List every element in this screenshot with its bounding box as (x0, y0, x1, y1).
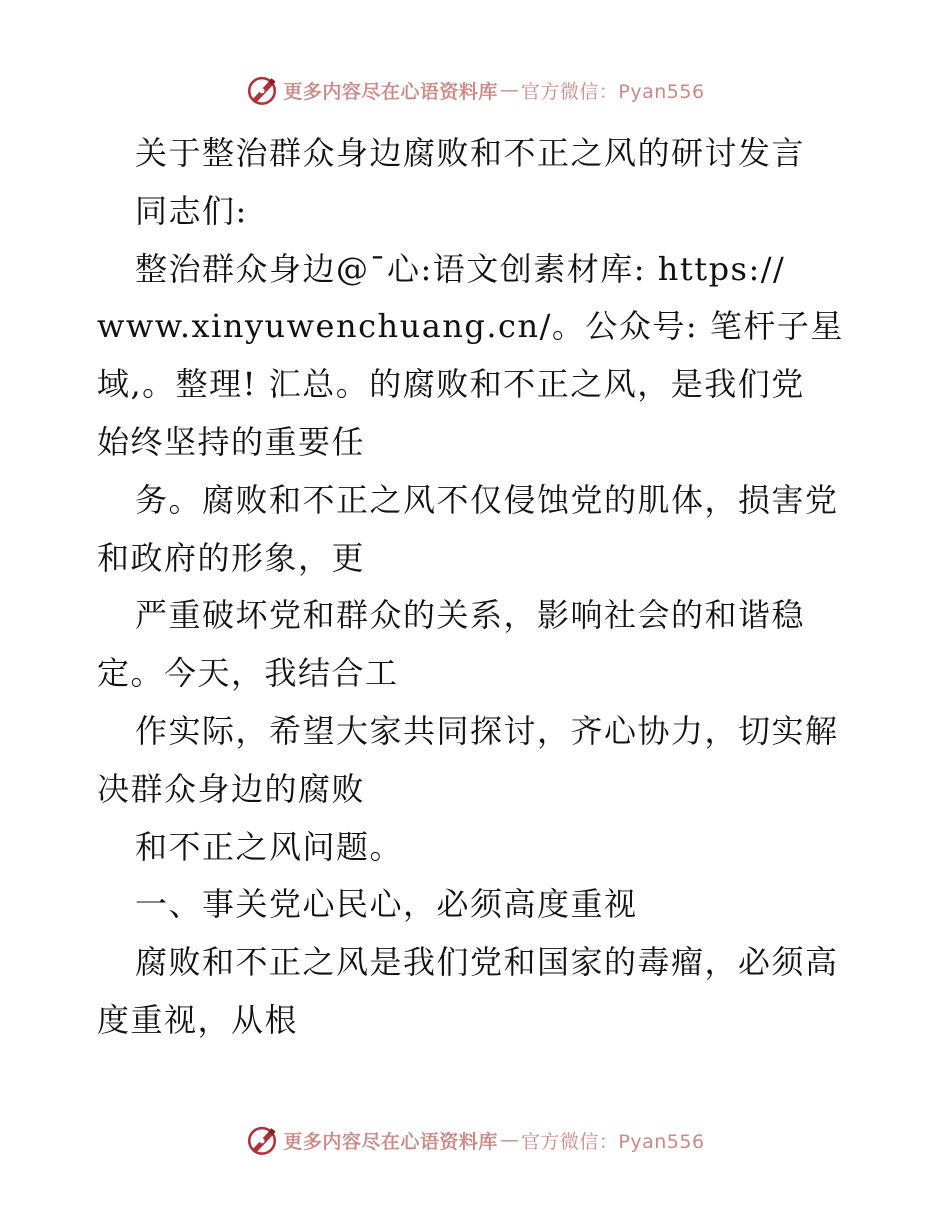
watermark-dash: — (499, 79, 519, 101)
body-line: 定。今天，我结合工 (97, 654, 399, 693)
footer-watermark (0, 1120, 950, 1160)
body-line: 度重视，从根 (97, 1000, 299, 1039)
watermark-site-text: 更多内容尽在心语资料库 (283, 80, 498, 103)
body-line: 和不正之风问题。 (135, 827, 404, 866)
pen-logo-icon (245, 73, 279, 107)
header-watermark (0, 70, 950, 110)
document-body (97, 125, 857, 1050)
body-line: 腐败和不正之风是我们党和国家的毒瘤，必须高 (135, 943, 839, 982)
body-line: www.xinyuwenchuang.cn/。公众号: 笔杆子星 (97, 307, 844, 346)
body-line: 始终坚持的重要任 (97, 422, 366, 461)
body-line: 严重破坏党和群众的关系，影响社会的和谐稳 (135, 596, 806, 635)
pen-logo-icon (245, 1123, 279, 1157)
document-title: 关于整治群众身边腐败和不正之风的研讨发言 (135, 134, 806, 172)
watermark-site-text: 更多内容尽在心语资料库 (283, 1130, 498, 1153)
body-line: 作实际，希望大家共同探讨，齐心协力，切实解 (135, 711, 839, 750)
watermark-contact-text: 官方微信：Pyan556 (520, 80, 705, 103)
watermark-dash: — (499, 1129, 519, 1151)
body-line: 域,。整理! 汇总。的腐败和不正之风，是我们党 (97, 365, 805, 404)
body-line: 整治群众身边@¯心:语文创素材库: https:// (135, 249, 786, 288)
section-heading: 一、事关党心民心，必须高度重视 (135, 885, 638, 924)
salutation: 同志们: (135, 191, 248, 230)
body-line: 决群众身边的腐败 (97, 769, 366, 808)
body-line: 和政府的形象，更 (97, 538, 366, 577)
watermark-contact-text: 官方微信：Pyan556 (520, 1130, 705, 1153)
body-line: 务。腐败和不正之风不仅侵蚀党的肌体，损害党 (135, 480, 839, 519)
